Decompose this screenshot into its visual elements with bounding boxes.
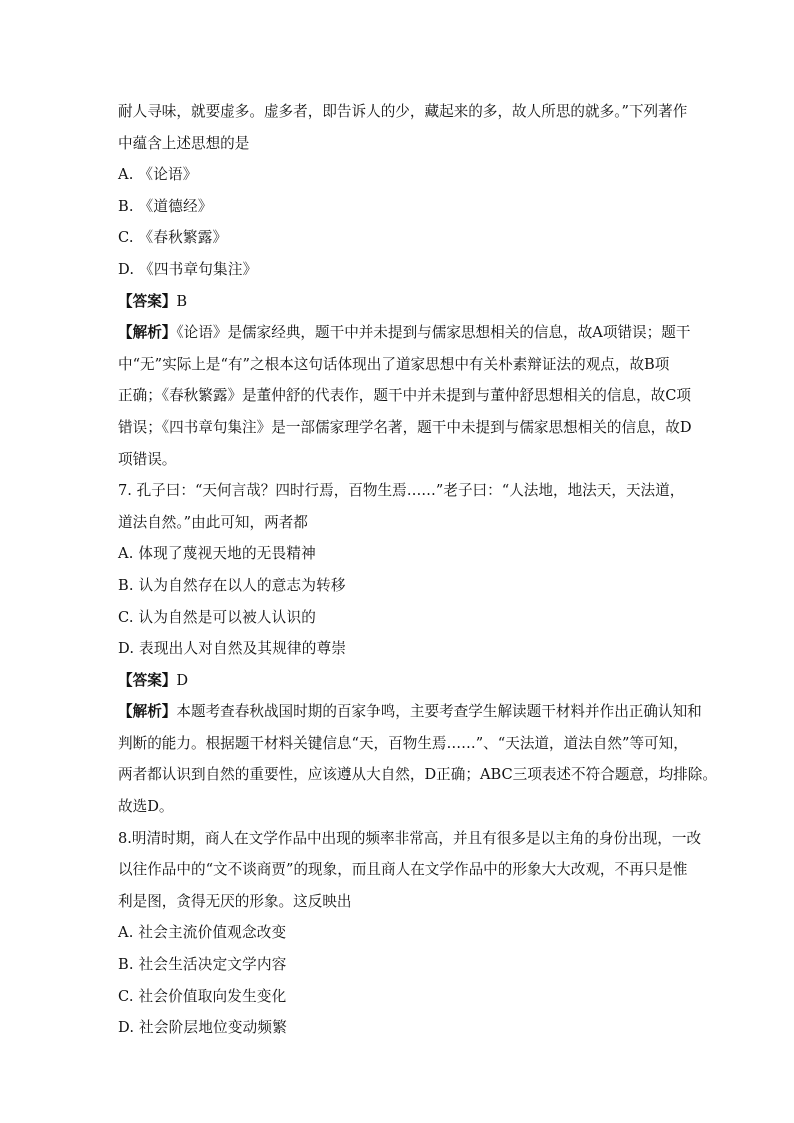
- q8-option-c: C. 社会价值取向发生变化: [118, 987, 287, 1005]
- q7-option-d: D. 表现出人对自然及其规律的尊崇: [118, 640, 347, 658]
- q7-answer: [118, 665, 690, 697]
- q8-option-b: B. 社会生活决定文学内容: [118, 956, 287, 974]
- q7-option-a: A. 体现了蔑视天地的无畏精神: [118, 545, 316, 563]
- q7-option-c: C. 认为自然是可以被人认识的: [118, 608, 317, 626]
- q6-answer: [118, 286, 690, 318]
- q6-explanation-line-4: 错误；《四书章句集注》是一部儒家理学名著，题干中未提到与儒家思想相关的信息，故D: [118, 418, 692, 436]
- q8-stem-line-3: 利是图，贪得无厌的形象。这反映出: [118, 892, 352, 910]
- explanation-text: 本题考查春秋战国时期的百家争鸣，主要考查学生解读题干材料并作出正确认知和: [176, 703, 702, 721]
- q6-option-a: A. 《论语》: [118, 166, 198, 184]
- q8-stem-line-2: 以往作品中的“文不谈商贾”的现象，而且商人在文学作品中的形象大大改观，不再只是惟: [118, 861, 688, 879]
- q6-option-c: C. 《春秋繁露》: [118, 229, 228, 247]
- q7-stem-line-2: 道法自然。”由此可知，两者都: [118, 513, 308, 531]
- q6-explanation-line-5: 项错误。: [118, 450, 177, 468]
- q6-option-b: B. 《道德经》: [118, 197, 213, 215]
- answer-label: 【答案】: [118, 292, 177, 310]
- q7-stem-line-1: 7. 孔子曰：“天何言哉？四时行焉，百物生焉……”老子曰：“人法地，地法天，天法道，: [118, 482, 685, 500]
- q7-explanation-line-3: 两者都认识到自然的重要性，应该遵从大自然，D正确；ABC三项表述不符合题意，均排除。: [118, 766, 717, 784]
- q8-option-a: A. 社会主流价值观念改变: [118, 924, 287, 942]
- q6-stem-line-2: 中蕴含上述思想的是: [118, 134, 250, 152]
- explanation-text: 《论语》是儒家经典，题干中并未提到与儒家思想相关的信息，故A项错误；题干: [176, 324, 691, 342]
- q6-option-d: D. 《四书章句集注》: [118, 260, 258, 278]
- q6-explanation-line-1: [118, 317, 690, 349]
- q7-option-b: B. 认为自然存在以人的意志为转移: [118, 576, 346, 594]
- explanation-label: 【解析】: [118, 324, 177, 342]
- q6-stem-line-1: 耐人寻味，就要虚多。虚多者，即告诉人的少，藏起来的多，故人所思的就多。”下列著作: [118, 103, 688, 120]
- answer-value: D: [176, 671, 189, 689]
- document-page: [118, 96, 717, 1044]
- q8-stem-line-1: 8.明清时期，商人在文学作品中出现的频率非常高，并且有很多是以主角的身份出现，一改: [118, 829, 702, 847]
- q7-explanation-line-1: [118, 696, 702, 728]
- answer-label: 【答案】: [118, 671, 177, 689]
- q7-explanation-line-2: 判断的能力。根据题干材料关键信息“天，百物生焉……”、“天法道，道法自然”等可知，: [118, 734, 688, 752]
- q7-explanation-line-4: 故选D。: [118, 798, 174, 816]
- q6-explanation-line-2: 中“无”实际上是“有”之根本这句话体现出了道家思想中有关朴素辩证法的观点，故B项: [118, 355, 670, 373]
- q8-option-d: D. 社会阶层地位变动频繁: [118, 1019, 287, 1037]
- q6-explanation-line-3: 正确；《春秋繁露》是董仲舒的代表作，题干中并未提到与董仲舒思想相关的信息，故C项: [118, 387, 692, 405]
- answer-value: B: [176, 292, 188, 310]
- explanation-label: 【解析】: [118, 703, 177, 721]
